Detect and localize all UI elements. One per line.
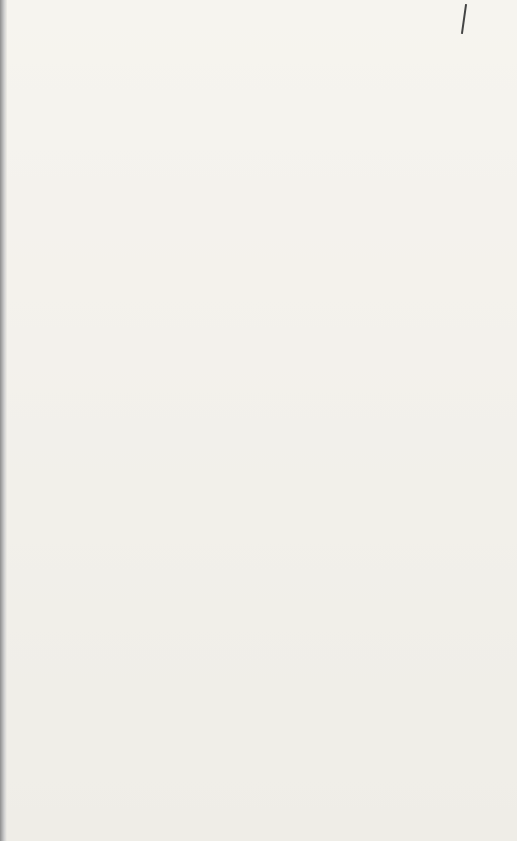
folio-stroke bbox=[461, 4, 467, 34]
page-edge-shadow bbox=[0, 0, 7, 841]
